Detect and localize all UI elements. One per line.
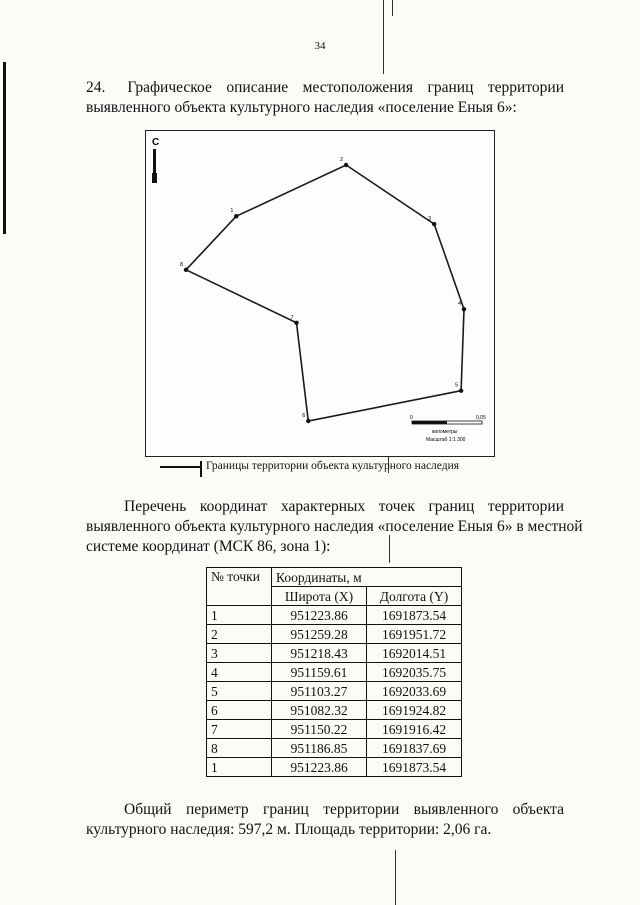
boundary-point-marker: [344, 163, 348, 167]
cell-longitude-y: 1692033.69: [367, 682, 462, 701]
territory-boundary-line: [186, 165, 464, 421]
boundary-point-marker: [459, 388, 463, 392]
cell-latitude-x: 951223.86: [272, 606, 367, 625]
cell-latitude-x: 951150.22: [272, 720, 367, 739]
table-row: [207, 701, 462, 720]
boundary-point-label: 7: [290, 314, 294, 321]
cell-point-number: 5: [207, 682, 272, 701]
cell-point-number: 1: [207, 606, 272, 625]
cell-point-number: 4: [207, 663, 272, 682]
scan-fold-line: [383, 0, 384, 74]
scan-fold-line: [395, 850, 396, 905]
table-row: [207, 739, 462, 758]
coordinates-intro: [86, 497, 583, 557]
cell-point-number: 8: [207, 739, 272, 758]
cell-longitude-y: 1691951.72: [367, 625, 462, 644]
cell-longitude-y: 1692035.75: [367, 663, 462, 682]
boundary-map: [145, 130, 495, 457]
table-row: [207, 625, 462, 644]
header-latitude-x: Широта (X): [272, 587, 367, 606]
cell-longitude-y: 1691924.82: [367, 701, 462, 720]
cell-latitude-x: 951259.28: [272, 625, 367, 644]
boundary-point-label: 4: [458, 301, 462, 308]
cell-longitude-y: 1691837.69: [367, 739, 462, 758]
scale-bar: [410, 415, 486, 443]
table-row: [207, 758, 462, 777]
table-row: [207, 644, 462, 663]
scan-fold-line: [392, 0, 393, 16]
boundary-point-label: 1: [230, 208, 234, 215]
cell-point-number: 2: [207, 625, 272, 644]
table-row: [207, 682, 462, 701]
header-point-number: № точки: [207, 568, 272, 606]
cell-latitude-x: 951159.61: [272, 663, 367, 682]
header-longitude-y: Долгота (Y): [367, 587, 462, 606]
coordinates-intro-line-1: Перечень координат характерных точек границ территории: [124, 498, 564, 515]
boundary-point-marker: [462, 307, 466, 311]
boundary-point-label: 3: [428, 216, 432, 223]
boundary-point-label: 5: [455, 382, 459, 389]
summary-line-1: Общий периметр границ территории выявленного объекта: [124, 801, 564, 818]
section-number: 24.: [86, 79, 106, 96]
section-heading-line-2: выявленного объекта культурного наследия «поселение Еныя 6»:: [86, 99, 517, 116]
coordinates-intro-line-3: системе координат (МСК 86, зона 1):: [86, 538, 331, 555]
scale-bar-start: 0: [410, 415, 413, 421]
coordinates-intro-line-2: выявленного объекта культурного наследия «поселение Еныя 6» в местной: [86, 518, 583, 535]
cell-latitude-x: 951103.27: [272, 682, 367, 701]
table-row: [207, 663, 462, 682]
cell-latitude-x: 951223.86: [272, 758, 367, 777]
boundary-point-marker: [234, 214, 238, 218]
scale-bar-end: 0,05: [476, 415, 486, 421]
scan-margin-rule: [3, 62, 6, 234]
cell-point-number: 3: [207, 644, 272, 663]
summary-paragraph: [86, 800, 564, 840]
boundary-map-canvas: [146, 131, 494, 456]
summary-line-2: культурного наследия: 597,2 м. Площадь территории: 2,06 га.: [86, 821, 492, 838]
cell-point-number: 7: [207, 720, 272, 739]
boundary-point-marker: [432, 222, 436, 226]
table-header-row: [207, 568, 462, 587]
cell-point-number: 1: [207, 758, 272, 777]
boundary-point-label: 6: [302, 413, 306, 419]
cell-latitude-x: 951218.43: [272, 644, 367, 663]
coordinates-table: [206, 567, 462, 777]
legend-label: Границы территории объекта культурного наследия: [206, 460, 460, 472]
cell-longitude-y: 1691873.54: [367, 758, 462, 777]
boundary-point-label: 8: [180, 261, 184, 268]
north-arrow: [152, 137, 159, 183]
cell-latitude-x: 951082.32: [272, 701, 367, 720]
cell-latitude-x: 951186.85: [272, 739, 367, 758]
cell-point-number: 6: [207, 701, 272, 720]
boundary-point-label: 2: [340, 157, 344, 163]
table-row: [207, 606, 462, 625]
north-arrow-label: С: [152, 137, 160, 148]
cell-longitude-y: 1691873.54: [367, 606, 462, 625]
boundary-point-marker: [184, 268, 188, 272]
scale-bar-unit: километры: [432, 429, 458, 435]
section-heading: [86, 78, 564, 118]
table-row: [207, 720, 462, 739]
scale-bar-ratio: Масштаб 1:1 300: [426, 437, 466, 443]
page-number: 34: [314, 40, 326, 52]
boundary-point-marker: [306, 419, 310, 423]
cell-longitude-y: 1691916.42: [367, 720, 462, 739]
header-coordinates: Координаты, м: [272, 568, 462, 587]
cell-longitude-y: 1692014.51: [367, 644, 462, 663]
legend-line-sample: [160, 466, 200, 468]
boundary-point-marker: [294, 321, 298, 325]
section-heading-line-1: Графическое описание местоположения границ территории: [127, 79, 564, 96]
legend-line-tick: [200, 461, 202, 477]
